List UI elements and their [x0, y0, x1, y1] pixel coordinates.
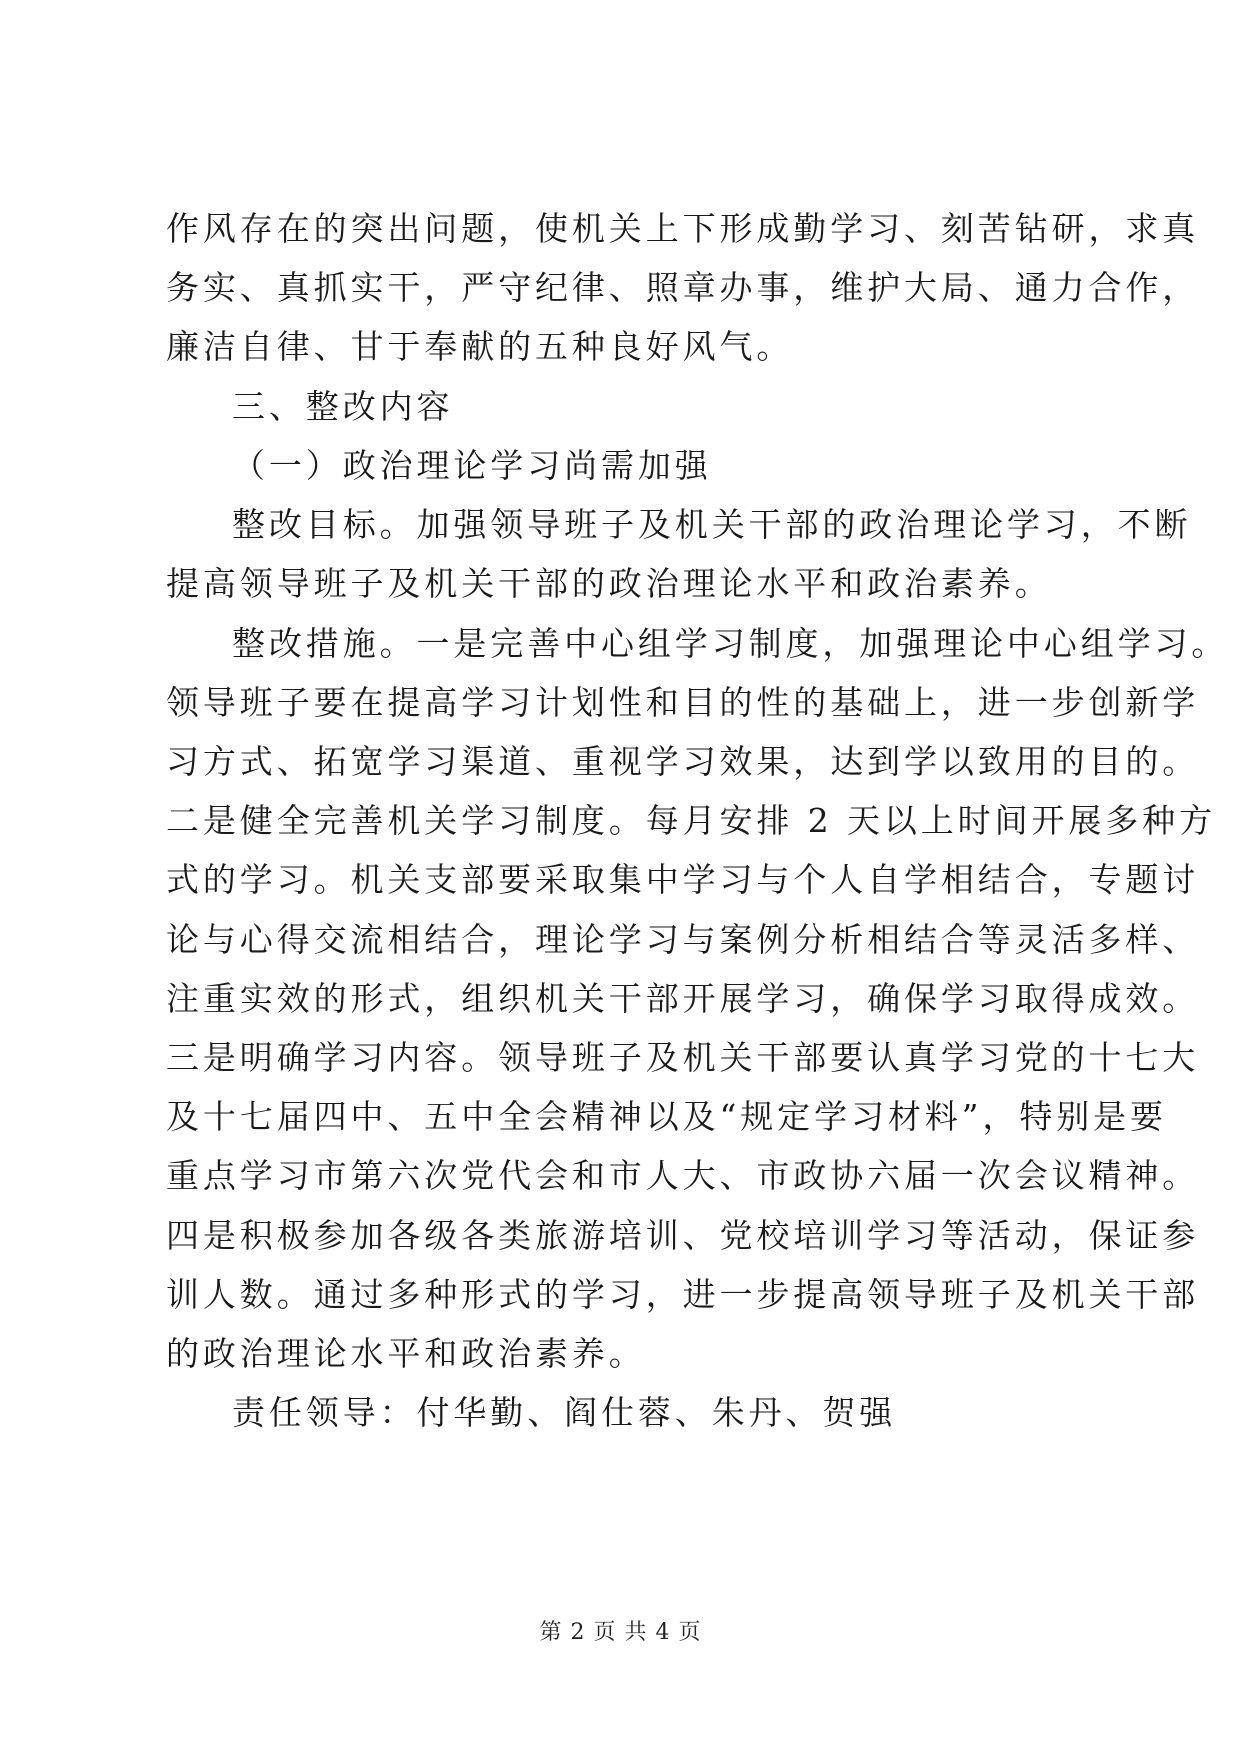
paragraph-line: 整改目标。加强领导班子及机关干部的政治理论学习，不断: [232, 505, 1192, 544]
paragraph-line: 二是健全完善机关学习制度。每月安排 2 天以上时间开展多种方: [166, 801, 1216, 840]
paragraph-line: 注重实效的形式，组织机关干部开展学习，确保学习取得成效。: [166, 979, 1200, 1018]
paragraph-line: 论与心得交流相结合，理论学习与案例分析相结合等灵活多样、: [166, 920, 1200, 959]
paragraph-line: 领导班子要在提高学习计划性和目的性的基础上，进一步创新学: [166, 683, 1200, 722]
page-number: 第 2 页 共 4 页: [539, 1620, 702, 1645]
paragraph-line: 训人数。通过多种形式的学习，进一步提高领导班子及机关干部: [166, 1275, 1200, 1314]
paragraph-line: 三是明确学习内容。领导班子及机关干部要认真学习党的十七大: [166, 1038, 1200, 1077]
paragraph-line: 重点学习市第六次党代会和市人大、市政协六届一次会议精神。: [166, 1156, 1200, 1195]
paragraph-line: 廉洁自律、甘于奉献的五种良好风气。: [166, 327, 794, 366]
paragraph-line: 四是积极参加各级各类旅游培训、党校培训学习等活动，保证参: [166, 1216, 1200, 1255]
paragraph-line: 提高领导班子及机关干部的政治理论水平和政治素养。: [166, 564, 1052, 603]
paragraph-line: 的政治理论水平和政治素养。: [166, 1334, 646, 1373]
section-heading: 三、整改内容: [232, 387, 454, 426]
paragraph-line: 整改措施。一是完善中心组学习制度，加强理论中心组学习。: [232, 624, 1229, 663]
paragraph-line: 习方式、拓宽学习渠道、重视学习效果，达到学以致用的目的。: [166, 742, 1200, 781]
paragraph-line: 式的学习。机关支部要采取集中学习与个人自学相结合，专题讨: [166, 860, 1200, 899]
responsible-leaders: 责任领导：付华勤、阎仕蓉、朱丹、贺强: [232, 1393, 897, 1432]
paragraph-line: 务实、真抓实干，严守纪律、照章办事，维护大局、通力合作，: [166, 268, 1200, 307]
paragraph-line: 作风存在的突出问题，使机关上下形成勤学习、刻苦钻研，求真: [166, 209, 1200, 248]
paragraph-line: 及十七届四中、五中全会精神以及“规定学习材料”，特别是要: [166, 1097, 1167, 1136]
subsection-heading: （一）政治理论学习尚需加强: [232, 446, 712, 485]
